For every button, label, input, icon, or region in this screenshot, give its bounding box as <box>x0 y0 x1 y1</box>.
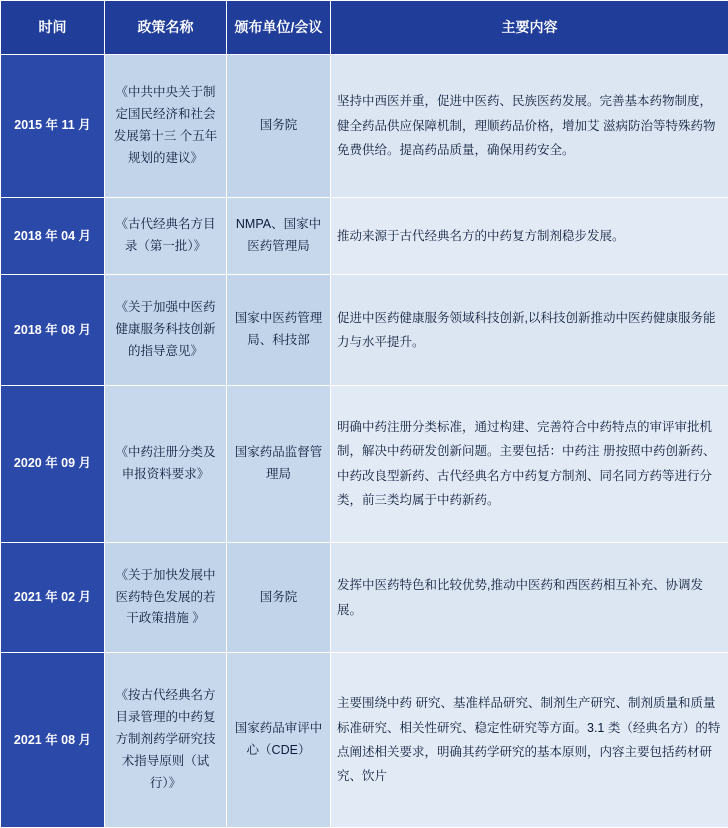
cell-time: 2018 年 04 月 <box>1 197 105 275</box>
table-row <box>1 653 728 828</box>
column-header-main-content: 主要内容 <box>331 1 728 55</box>
column-header-issuing-org: 颁布单位/会议 <box>227 1 331 55</box>
table-header <box>1 1 728 55</box>
table-body <box>1 55 728 828</box>
cell-main-content: 发挥中医药特色和比较优势,推动中医药和西医药相互补充、协调发展。 <box>331 542 728 652</box>
column-header-policy-name: 政策名称 <box>105 1 227 55</box>
cell-time: 2015 年 11 月 <box>1 55 105 198</box>
table-row <box>1 275 728 385</box>
cell-time: 2018 年 08 月 <box>1 275 105 385</box>
cell-issuing-org: 国务院 <box>227 542 331 652</box>
table-row <box>1 542 728 652</box>
cell-time: 2021 年 02 月 <box>1 542 105 652</box>
cell-main-content: 促进中医药健康服务领域科技创新,以科技创新推动中医药健康服务能力与水平提升。 <box>331 275 728 385</box>
cell-policy-name: 《中共中央关于制定国民经济和社会发展第十三 个五年规划的建议》 <box>105 55 227 198</box>
cell-issuing-org: 国家药品监督管理局 <box>227 385 331 542</box>
table-row <box>1 55 728 198</box>
cell-time: 2021 年 08 月 <box>1 653 105 828</box>
cell-policy-name: 《古代经典名方目录（第一批）》 <box>105 197 227 275</box>
cell-policy-name: 《关于加强中医药健康服务科技创新的指导意见》 <box>105 275 227 385</box>
cell-issuing-org: NMPA、国家中医药管理局 <box>227 197 331 275</box>
cell-issuing-org: 国务院 <box>227 55 331 198</box>
cell-issuing-org: 国家中医药管理局、科技部 <box>227 275 331 385</box>
cell-main-content: 主要围绕中药 研究、基准样品研究、制剂生产研究、制剂质量和质量标准研究、相关性研究、稳定性研究等方面。3.1 类（经典名方）的特点阐述相关要求，明确其药学研究的基本原则，内容主要包括药材研究、饮片 <box>331 653 728 828</box>
cell-policy-name: 《按古代经典名方目录管理的中药复方制剂药学研究技术指导原则（试行）》 <box>105 653 227 828</box>
cell-policy-name: 《中药注册分类及申报资料要求》 <box>105 385 227 542</box>
table-row <box>1 385 728 542</box>
cell-main-content: 明确中药注册分类标准，通过构建、完善符合中药特点的审评审批机制，解决中药研发创新问题。主要包括：中药注 册按照中药创新药、中药改良型新药、古代经典名方中药复方制剂、同名同方药等进行分类，前三类均属于中药新药。 <box>331 385 728 542</box>
table-row <box>1 197 728 275</box>
cell-main-content: 推动来源于古代经典名方的中药复方制剂稳步发展。 <box>331 197 728 275</box>
cell-main-content: 坚持中西医并重，促进中医药、民族医药发展。完善基本药物制度，健全药品供应保障机制，理顺药品价格，增加艾 滋病防治等特殊药物免费供给。提高药品质量，确保用药安全。 <box>331 55 728 198</box>
cell-time: 2020 年 09 月 <box>1 385 105 542</box>
column-header-time: 时间 <box>1 1 105 55</box>
cell-policy-name: 《关于加快发展中医药特色发展的若干政策措施 》 <box>105 542 227 652</box>
cell-issuing-org: 国家药品审评中心（CDE） <box>227 653 331 828</box>
table-header-row <box>1 1 728 55</box>
